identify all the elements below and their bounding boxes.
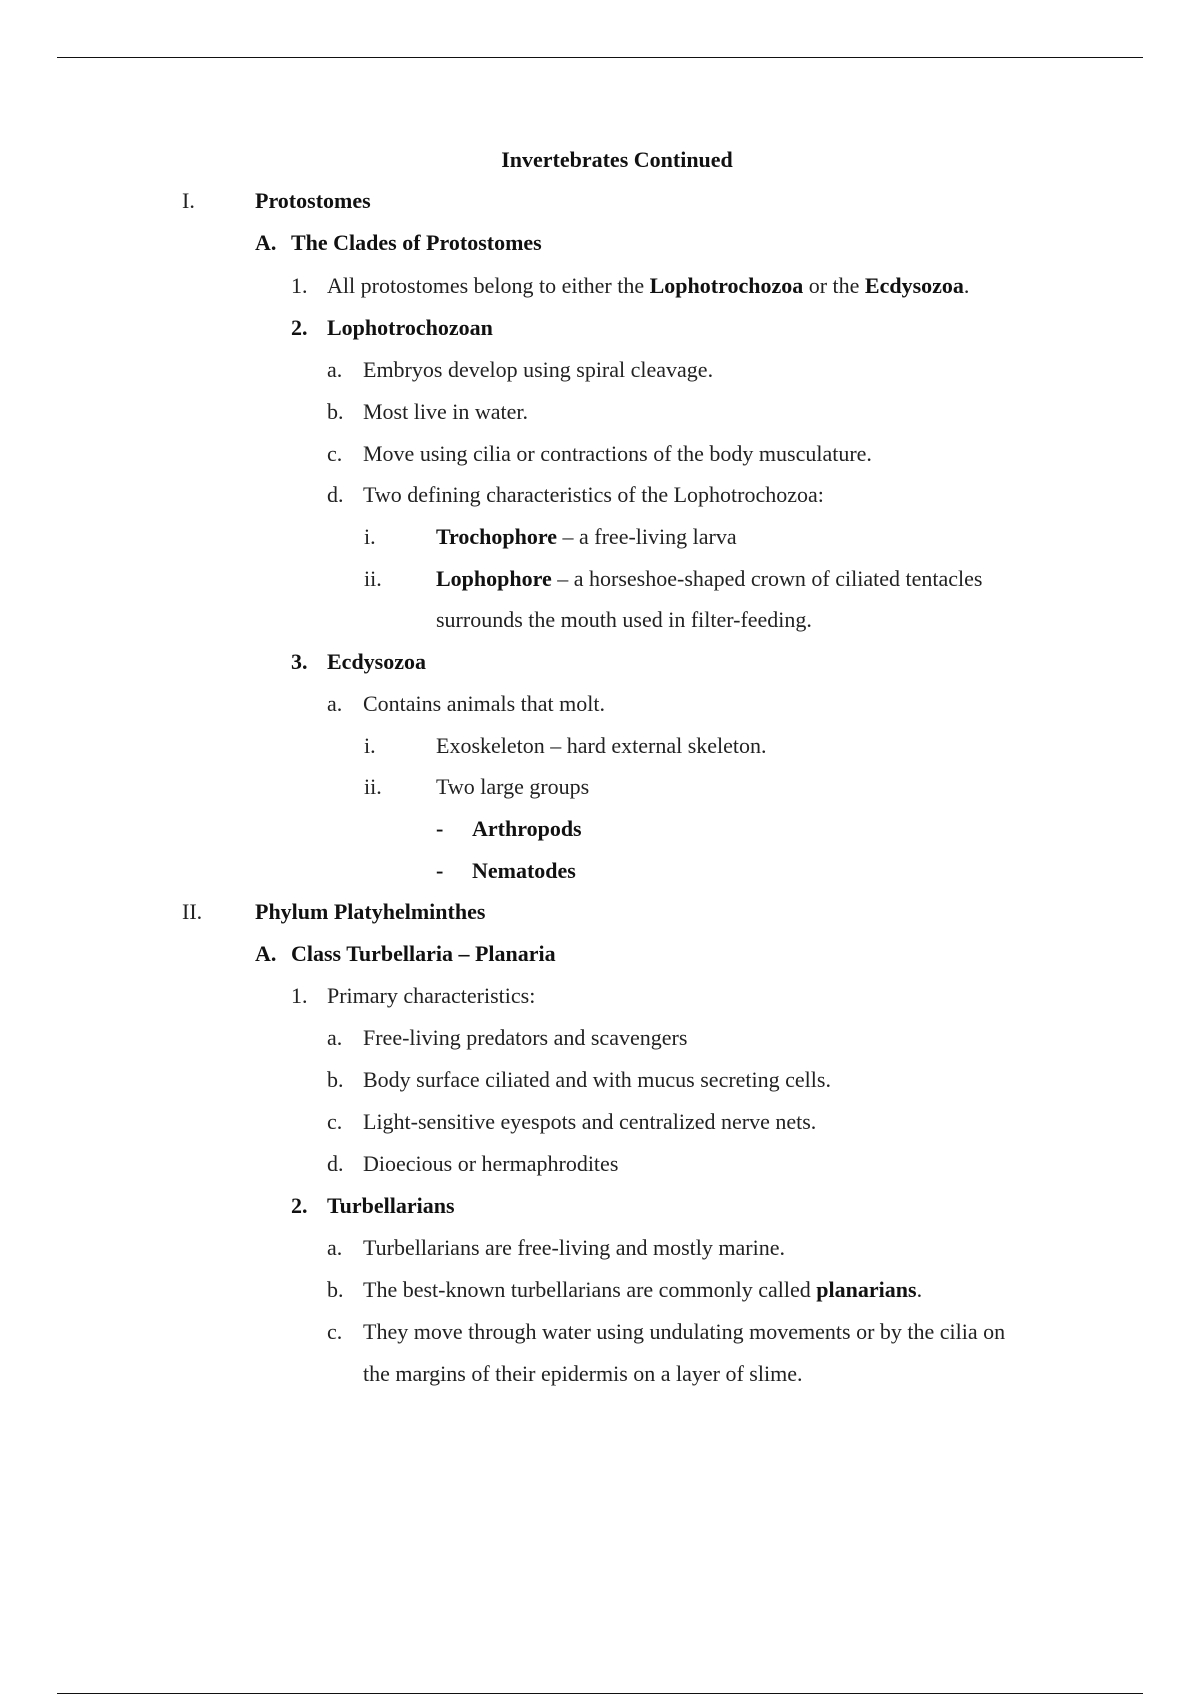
page-title: Invertebrates Continued xyxy=(501,147,733,172)
list-item-text: Dioecious or hermaphrodites xyxy=(363,1151,619,1176)
bold-term: Trochophore xyxy=(436,524,558,549)
list-marker: 2. xyxy=(291,315,308,340)
list-item-text: The best-known turbellarians are commonly called planarians. xyxy=(363,1277,923,1302)
section-numeral: II. xyxy=(182,899,203,924)
list-item-text: Lophophore – a horseshoe-shaped crown of ciliated tentacles xyxy=(436,566,983,591)
list-marker: a. xyxy=(327,1235,343,1260)
list-marker: ii. xyxy=(364,566,382,591)
list-marker: d. xyxy=(327,1151,344,1176)
list-marker: b. xyxy=(327,1277,344,1302)
list-marker: a. xyxy=(327,357,343,382)
list-item-text: Free-living predators and scavengers xyxy=(363,1025,688,1050)
list-marker: 1. xyxy=(291,983,308,1008)
bold-term: planarians xyxy=(816,1277,917,1302)
list-marker: b. xyxy=(327,1067,344,1092)
section-title: Protostomes xyxy=(255,188,371,213)
list-marker: ii. xyxy=(364,774,382,799)
subsection-marker: A. xyxy=(255,941,277,966)
bold-term: Lophophore xyxy=(436,566,552,591)
list-item-text: Embryos develop using spiral cleavage. xyxy=(363,357,714,382)
list-item-text: Body surface ciliated and with mucus secreting cells. xyxy=(363,1067,831,1092)
list-marker: c. xyxy=(327,1319,343,1344)
dash-marker: - xyxy=(436,858,444,883)
list-marker: b. xyxy=(327,399,344,424)
list-marker: c. xyxy=(327,441,343,466)
dash-marker: - xyxy=(436,816,444,841)
section-title: Phylum Platyhelminthes xyxy=(255,899,486,924)
list-item-text: All protostomes belong to either the Lophotrochozoa or the Ecdysozoa. xyxy=(327,273,970,298)
list-marker: a. xyxy=(327,1025,343,1050)
subsection-title: The Clades of Protostomes xyxy=(291,230,542,255)
list-item-text: Turbellarians are free-living and mostly marine. xyxy=(363,1235,785,1260)
list-item-text: Exoskeleton – hard external skeleton. xyxy=(436,733,767,758)
list-item-text: Nematodes xyxy=(472,858,576,883)
list-heading-text: Turbellarians xyxy=(327,1193,455,1218)
list-item-text: Move using cilia or contractions of the body musculature. xyxy=(363,441,872,466)
list-item-text: Primary characteristics: xyxy=(327,983,536,1008)
section-numeral: I. xyxy=(182,188,195,213)
list-item-text: Most live in water. xyxy=(363,399,528,424)
list-heading-text: Lophotrochozoan xyxy=(327,315,493,340)
list-marker: i. xyxy=(364,524,376,549)
list-marker: 2. xyxy=(291,1193,308,1218)
list-marker: i. xyxy=(364,733,376,758)
top-rule xyxy=(57,57,1143,58)
list-marker: 1. xyxy=(291,273,308,298)
list-item-text: Contains animals that molt. xyxy=(363,691,605,716)
subsection-marker: A. xyxy=(255,230,277,255)
list-item-continuation: surrounds the mouth used in filter-feeding. xyxy=(436,607,812,632)
subsection-title: Class Turbellaria – Planaria xyxy=(291,941,556,966)
list-heading-text: Ecdysozoa xyxy=(327,649,426,674)
bold-term: Lophotrochozoa xyxy=(649,273,804,298)
list-marker: d. xyxy=(327,482,344,507)
list-item-text: Light-sensitive eyespots and centralized nerve nets. xyxy=(363,1109,817,1134)
bold-term: Ecdysozoa xyxy=(864,273,964,298)
list-marker: c. xyxy=(327,1109,343,1134)
list-item-text: Trochophore – a free-living larva xyxy=(436,524,737,549)
list-marker: a. xyxy=(327,691,343,716)
list-marker: 3. xyxy=(291,649,308,674)
list-item-continuation: the margins of their epidermis on a layer of slime. xyxy=(363,1361,803,1386)
list-item-text: They move through water using undulating movements or by the cilia on xyxy=(363,1319,1006,1344)
bottom-rule xyxy=(57,1693,1143,1694)
list-item-text: Arthropods xyxy=(472,816,582,841)
list-item-text: Two defining characteristics of the Lophotrochozoa: xyxy=(363,482,824,507)
list-item-text: Two large groups xyxy=(436,774,590,799)
